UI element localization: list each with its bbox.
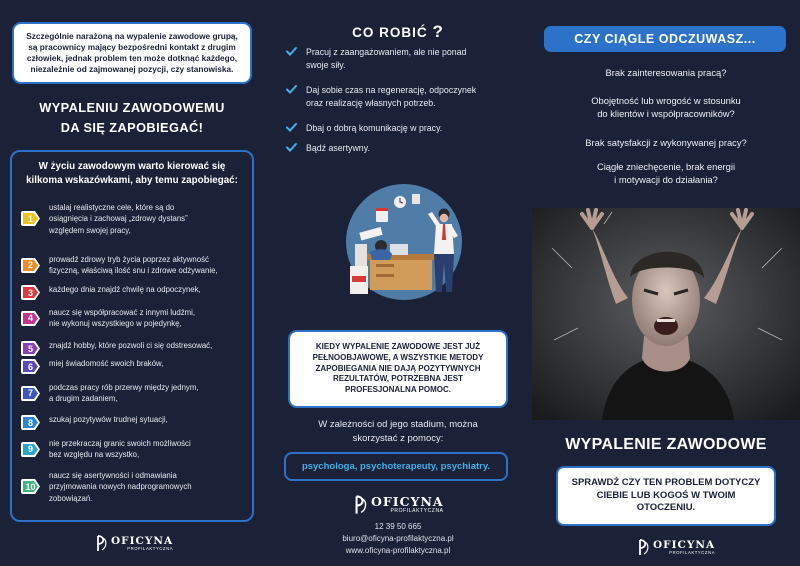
symptom-line: Brak satysfakcji z wykonywanej pracy? — [585, 137, 747, 148]
specialists-text: psychologa, psychoterapeuty, psychiatry. — [301, 461, 491, 472]
co-robic-heading — [264, 22, 532, 42]
tip-number-badge — [20, 358, 41, 375]
tip-line: każdego dnia znajdź chwilę na odpoczynek, — [49, 285, 201, 294]
tips-box — [10, 150, 254, 522]
tip-text — [49, 382, 253, 405]
tip-number-badge — [20, 340, 41, 357]
tip-number-badge — [20, 414, 41, 431]
left-panel — [0, 0, 264, 566]
tip-text — [49, 284, 253, 295]
specialists-pill — [284, 452, 508, 481]
tip-number: 9 — [27, 444, 33, 455]
symptom-question — [532, 136, 800, 149]
logo-mark-icon — [636, 539, 650, 556]
middle-panel — [264, 0, 532, 566]
tip-text — [49, 358, 253, 369]
logo-mark-icon — [94, 535, 108, 552]
tip-text — [49, 202, 253, 236]
tip-line: przyjmowania nowych nadprogramowych — [49, 482, 192, 492]
symptom-question — [532, 160, 800, 186]
tip-number: 3 — [27, 287, 33, 298]
check-icon — [286, 143, 297, 152]
question-mark: ? — [432, 22, 444, 41]
tip-line: a drugim zadaniem, — [49, 394, 118, 404]
professional-help-text: KIEDY WYPALENIE ZAWODOWE JEST JUŻ PEŁNOOBJAWOWE, A WSZYSTKIE METODY ZAPOBIEGANIA NIE DAJĄ POZYTYWNYCH REZULTATÓW, POTRZEBNA JEST PROFESJONALNA POMOC. — [312, 342, 484, 395]
logo-name: OFICYNA — [653, 538, 716, 551]
tip-line: osiągnięcia i zachowaj „zdrowy dystans” — [49, 214, 188, 224]
tip-line: prowadź zdrowy tryb życia poprzez aktywność — [49, 255, 209, 264]
symptom-line: Obojętność lub wrogość w stosunku — [591, 95, 741, 106]
logo-sub: PROFILAKTYCZNA — [669, 550, 716, 556]
contact-website[interactable]: www.oficyna-profilaktyczna.pl — [345, 546, 451, 555]
tip-number-badge — [20, 478, 41, 495]
tip-text — [49, 254, 253, 277]
contact-info — [264, 521, 532, 557]
help-line2: skorzystać z pomocy: — [352, 432, 444, 444]
oficyna-logo — [94, 535, 173, 552]
prevent-title — [0, 98, 264, 139]
tip-number: 10 — [25, 481, 36, 492]
prevent-title-line2: DA SIĘ ZAPOBIEGAĆ! — [60, 120, 204, 136]
tip-line: fizyczną, właściwą ilość snu i zdrowe odżywanie, — [49, 266, 218, 276]
tip-number: 4 — [27, 313, 33, 324]
tip-line: nie wykonuj wszystkiego w pojedynkę, — [49, 319, 182, 329]
tip-line: zobowiązań. — [49, 493, 93, 503]
tip-line: miej świadomość swoich braków, — [49, 359, 164, 368]
calendar-icon — [376, 208, 388, 222]
check-icon — [286, 123, 297, 132]
burnout-title: WYPALENIE ZAWODOWE — [565, 436, 767, 453]
oficyna-logo-right — [636, 539, 715, 556]
stressed-man-photo — [532, 208, 800, 420]
advice-line: Dbaj o dobrą komunikację w pracy. — [306, 123, 443, 133]
help-line1: W zależności od jego stadium, można — [318, 419, 478, 430]
symptom-question — [532, 94, 800, 120]
tip-text — [49, 340, 253, 351]
tip-number-badge — [20, 284, 41, 301]
co-robic-text: CO ROBIĆ — [352, 25, 428, 40]
logo-name: OFICYNA — [111, 534, 174, 547]
check-icon — [286, 47, 297, 56]
logo-name: OFICYNA — [371, 493, 444, 509]
tip-number: 6 — [27, 361, 33, 372]
advice-text — [306, 122, 506, 135]
intro-box — [12, 22, 252, 84]
symptom-line: Ciągłe zniechęcenie, brak energii — [596, 161, 736, 172]
paper-icon — [412, 194, 420, 204]
symptoms-header-bar — [544, 26, 786, 52]
symptom-line: Brak zainteresowania pracą? — [605, 67, 727, 78]
tip-number: 1 — [27, 213, 33, 224]
advice-text — [306, 142, 506, 155]
help-description — [264, 418, 532, 446]
tip-text — [49, 470, 253, 504]
tip-line: bez względu na wszystko, — [49, 450, 140, 460]
tip-number-badge — [20, 257, 41, 274]
tip-line: względem swojej pracy, — [49, 225, 131, 235]
tip-line: ustalaj realistyczne cele, które są do — [49, 203, 175, 212]
check-icon — [286, 85, 297, 94]
check-problem-box — [556, 466, 776, 526]
advice-line: Daj sobie czas na regenerację, odpoczynek — [306, 85, 477, 95]
right-panel — [532, 0, 800, 566]
prevent-title-line1: WYPALENIU ZAWODOWEMU — [39, 100, 225, 115]
symptoms-header-text: CZY CIĄGLE ODCZUWASZ... — [574, 32, 756, 46]
contact-email[interactable]: biuro@oficyna-profilaktyczna.pl — [342, 534, 454, 543]
tip-number-badge — [20, 210, 41, 227]
tip-number: 5 — [27, 343, 33, 354]
tip-line: podczas pracy rób przerwy między jednym, — [49, 383, 199, 392]
tip-number: 8 — [27, 417, 33, 428]
advice-text — [306, 84, 506, 110]
tip-number-badge — [20, 385, 41, 402]
tips-heading-line1: W życiu zawodowym warto kierować się — [38, 161, 226, 172]
contact-phone[interactable]: 12 39 50 665 — [374, 522, 422, 531]
check-problem-text: SPRAWDŹ CZY TEN PROBLEM DOTYCZY CIEBIE LUB KOGOŚ W TWOIM OTOCZENIU. — [571, 476, 761, 514]
tip-line: nie przekraczaj granic swoich możliwości — [49, 439, 191, 448]
logo-sub: PROFILAKTYCZNA — [390, 508, 444, 515]
symptom-line: i motywacji do działania? — [614, 174, 718, 186]
advice-line: Bądź asertywny. — [306, 143, 370, 153]
tip-line: naucz się współpracować z innymi ludźmi, — [49, 308, 196, 317]
tip-line: szukaj pozytywów trudnej sytuacji, — [49, 415, 168, 424]
tip-text — [49, 307, 253, 330]
advice-line: swoje siły. — [306, 59, 346, 70]
intro-text: Szczególnie narażoną na wypalenie zawodowe grupą, są pracownicy mający bezpośredni kontakt z drugim człowiek, jednak problem ten może dotknąć każdego, niezależnie od zajmowanej pozycji, czy stanowiska. — [26, 31, 238, 74]
advice-line: Pracuj z zaangażowaniem, ale nie ponad — [306, 47, 467, 57]
tip-number-badge — [20, 441, 41, 458]
clock-icon — [394, 196, 406, 208]
tips-heading-line2: kilkoma wskazówkami, aby temu zapobiegać: — [26, 174, 238, 186]
tip-number: 7 — [27, 388, 33, 399]
advice-text — [306, 46, 506, 72]
tips-heading — [12, 160, 252, 187]
tip-number-badge — [20, 310, 41, 327]
laptop-icon — [390, 244, 408, 255]
professional-help-box — [288, 330, 508, 408]
oficyna-logo-mid — [352, 495, 444, 515]
tip-line: naucz się asertywności i odmawiania — [49, 471, 177, 480]
tip-line: znajdź hobby, które pozwoli ci się odstresować, — [49, 341, 213, 350]
burnout-illustration — [330, 180, 478, 308]
symptom-line: do klientów i współpracowników? — [597, 108, 735, 120]
tip-text — [49, 414, 253, 425]
tip-number: 2 — [27, 260, 33, 271]
logo-sub: PROFILAKTYCZNA — [127, 546, 174, 552]
symptom-question — [532, 66, 800, 79]
tip-text — [49, 438, 253, 461]
logo-mark-icon — [352, 495, 368, 515]
advice-line: oraz realizację własnych potrzeb. — [306, 97, 436, 108]
